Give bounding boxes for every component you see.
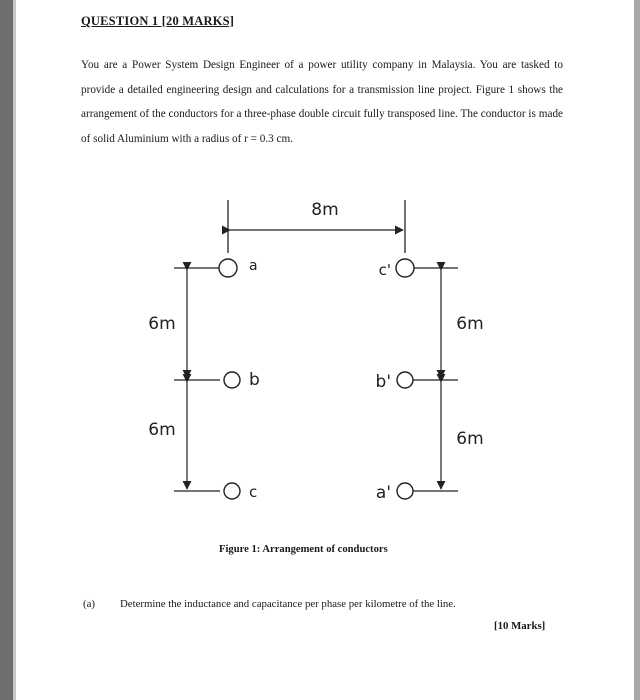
question-paragraph: You are a Power System Design Engineer of a power utility company in Malaysia. You are tasked to provide a detailed engineering design and calculations for a transmission line project. Figure 1 shows the arrangement of the conductors for a three-phase double circuit fully transposed line. The conductor is made of solid Aluminium with a radius of r = 0.3 cm.: [81, 59, 563, 145]
conductor-c-prime: [396, 259, 414, 277]
horizontal-spacing-label: 8m: [311, 200, 339, 220]
part-a-number: (a): [83, 598, 95, 610]
part-a-question: Determine the inductance and capacitance per phase per kilometre of the line.: [120, 598, 456, 610]
conductor-a-label: a: [249, 258, 258, 274]
left-upper-spacing-label: 6m: [148, 314, 176, 334]
question-heading: QUESTION 1 [20 MARKS]: [81, 14, 235, 28]
conductor-c-prime-label: c': [378, 261, 391, 279]
conductor-b-prime: [397, 372, 413, 388]
left-lower-spacing-label: 6m: [148, 420, 176, 440]
conductor-b: [224, 372, 240, 388]
figure-caption: Figure 1: Arrangement of conductors: [219, 544, 388, 555]
right-lower-spacing-label: 6m: [456, 429, 484, 449]
conductor-a-prime: [397, 483, 413, 499]
conductor-c: [224, 483, 240, 499]
conductor-a: [219, 259, 237, 277]
conductor-c-label: c: [249, 483, 258, 501]
conductor-b-prime-label: b': [375, 372, 391, 392]
right-vertical-dimension: [412, 268, 458, 491]
part-a-marks: [10 Marks]: [494, 620, 546, 632]
right-upper-spacing-label: 6m: [456, 314, 484, 334]
conductor-b-label: b: [249, 370, 260, 390]
conductor-a-prime-label: a': [375, 483, 391, 503]
left-vertical-dimension: [174, 268, 220, 491]
